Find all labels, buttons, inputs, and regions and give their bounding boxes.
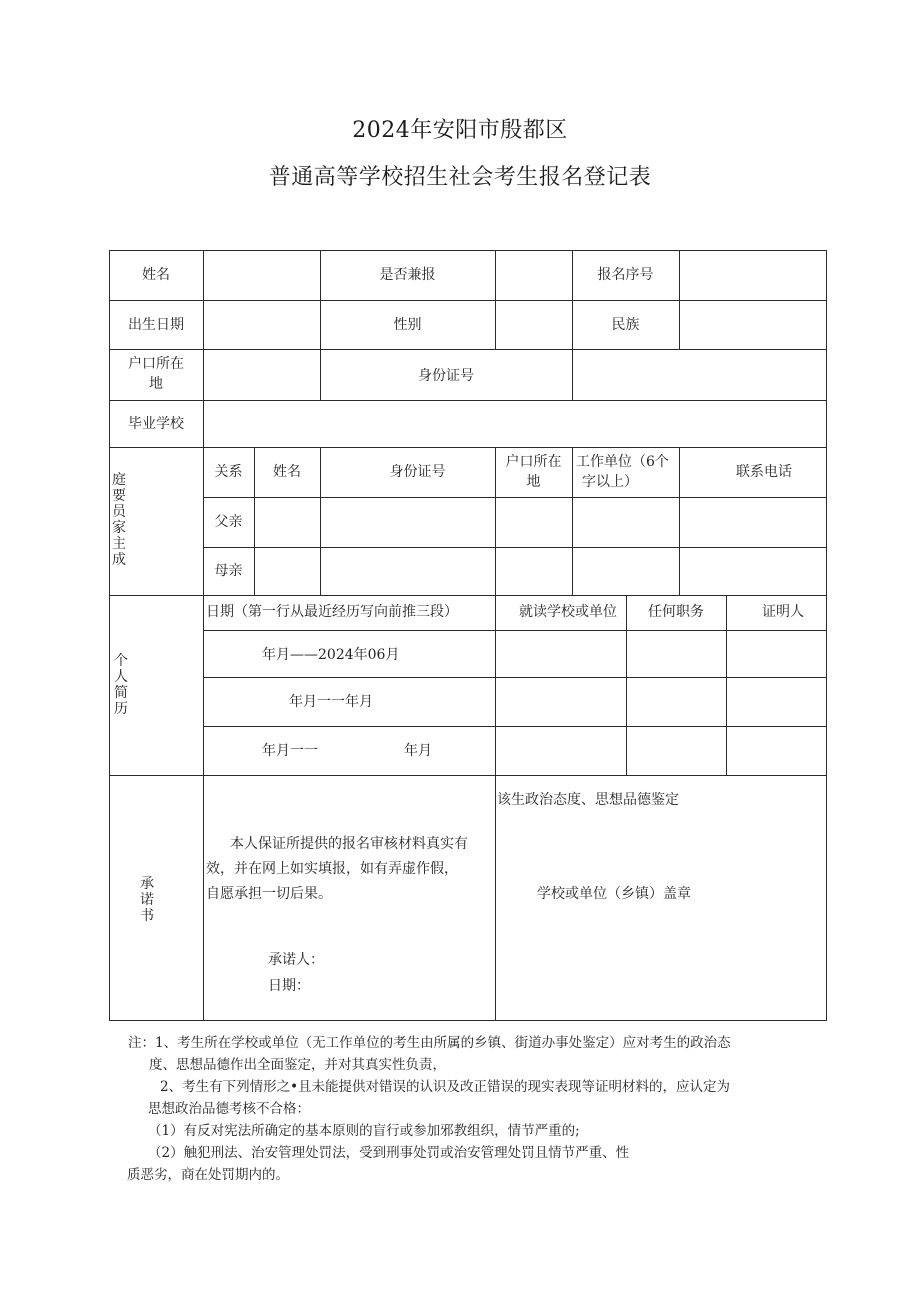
family-row-father: 父亲 (214, 514, 243, 530)
col-divider (572, 447, 573, 596)
resume-row-2-date: 年月一一年月 (289, 694, 373, 710)
note-line-1: 注：1、考生所在学校或单位（无工作单位的考生由所属的乡镇、街道办事处鉴定）应对考生的政治态 (128, 1035, 731, 1051)
resume-header-school: 就读学校或单位 (519, 604, 617, 620)
form-title-line-1: 2024年安阳市殷都区 (352, 118, 568, 143)
family-label-char: 主 (112, 536, 126, 552)
pledge-label-char: 诺 (140, 892, 154, 908)
family-header-work (576, 452, 680, 492)
row-divider (203, 726, 827, 727)
family-label-char: 庭 (112, 472, 126, 488)
col-divider (626, 595, 627, 776)
resume-label-char: 历 (114, 701, 128, 717)
col-divider (495, 595, 496, 776)
family-label-char: 家 (112, 520, 126, 536)
pledge-date: 日期： (268, 978, 310, 994)
gender-field[interactable] (496, 301, 572, 349)
stamp-label: 学校或单位（乡镇）盖章 (537, 886, 691, 902)
family-label-char: 成 (112, 552, 126, 568)
note-line-6: （2）触犯刑法、治安管理处罚法，受到刑事处罚或治安管理处罚且情节严重、性 (148, 1145, 630, 1161)
pledge-text-line-1: 本人保证所提供的报名审核材料真实有 (230, 836, 468, 852)
pledge-label-char: 书 (140, 908, 154, 924)
family-header-hukou (495, 452, 572, 492)
resume-header-position: 任何职务 (648, 604, 704, 620)
row-divider (109, 595, 827, 596)
idcard-field[interactable] (573, 350, 826, 400)
family-header-idcard: 身份证号 (389, 464, 446, 480)
gender-label: 性别 (393, 317, 422, 333)
family-header-name: 姓名 (273, 464, 301, 480)
family-header-work-line-2: 字以上） (582, 474, 638, 490)
note-line-2: 度、思想品德作出全面鉴定，并对其真实性负责， (149, 1057, 446, 1073)
row-divider (203, 547, 827, 548)
col-divider (726, 595, 727, 776)
hukou-label-line-2: 地 (149, 376, 163, 392)
ethnic-field[interactable] (680, 301, 826, 349)
birth-field[interactable] (204, 301, 320, 349)
pledge-text-line-3: 自愿承担一切后果。 (206, 886, 332, 902)
resume-label-char: 人 (114, 669, 128, 685)
table-border-bottom (109, 1020, 827, 1021)
birth-label: 出生日期 (128, 317, 184, 333)
name-field[interactable] (204, 251, 320, 300)
family-row-mother: 母亲 (214, 563, 243, 579)
pledge-signer: 承诺人： (268, 952, 324, 968)
resume-header-date: 日期（第一行从最近经历写向前推三段） (206, 604, 458, 620)
hukou-field[interactable] (204, 350, 320, 400)
family-header-hukou-line-2: 地 (526, 474, 541, 490)
resume-row-3-date-start: 年月一一 (262, 743, 318, 759)
resume-row-1-date: 年月——2024年06月 (262, 647, 400, 663)
reg-no-field[interactable] (680, 251, 826, 300)
row-divider (109, 775, 827, 776)
hukou-label (109, 354, 203, 394)
school-field[interactable] (204, 401, 826, 447)
concurrent-field[interactable] (496, 251, 572, 300)
resume-label-char: 简 (114, 685, 128, 701)
resume-header-witness: 证明人 (762, 604, 804, 620)
ethnic-label: 民族 (611, 317, 640, 333)
row-divider (203, 630, 827, 631)
family-label-char: 要 (112, 488, 126, 504)
family-header-relation: 关系 (214, 464, 243, 480)
table-border-right (826, 250, 827, 1021)
hukou-label-line-1: 户口所在 (128, 356, 184, 372)
note-line-4: 思想政治品德考核不合格： (148, 1101, 310, 1117)
school-label: 毕业学校 (128, 416, 184, 432)
name-label: 姓名 (142, 267, 170, 283)
note-line-5: （1）有反对宪法所确定的基本原则的盲行或参加邪教组织，情节严重的; (148, 1123, 580, 1139)
resume-row-3-date-end: 年月 (404, 743, 432, 759)
concurrent-label: 是否兼报 (379, 267, 436, 283)
form-title-line-2: 普通高等学校招生社会考生报名登记表 (268, 165, 652, 190)
resume-label-char: 个 (114, 653, 128, 669)
pledge-text-line-2: 效，并在网上如实填报，如有弄虚作假， (206, 861, 458, 877)
note-line-3: 2、考生有下列情形之•且未能提供对错误的认识及改正错误的现实表现等证明材料的，应认定为 (160, 1079, 731, 1095)
reg-no-label: 报名序号 (597, 267, 654, 283)
idcard-label: 身份证号 (418, 368, 474, 384)
assessment-label: 该生政治态度、思想品德鉴定 (497, 792, 679, 808)
family-header-work-line-1: 工作单位（6个 (576, 454, 669, 470)
pledge-label-char: 承 (140, 876, 154, 892)
pledge-text (206, 832, 496, 907)
family-header-phone: 联系电话 (736, 464, 792, 480)
family-header-hukou-line-1: 户口所在 (505, 454, 562, 470)
note-line-7: 质恶劣，商在处罚期内的。 (127, 1167, 289, 1183)
row-divider (109, 447, 827, 448)
row-divider (203, 677, 827, 678)
family-label-char: 员 (112, 504, 126, 520)
row-divider (203, 497, 827, 498)
